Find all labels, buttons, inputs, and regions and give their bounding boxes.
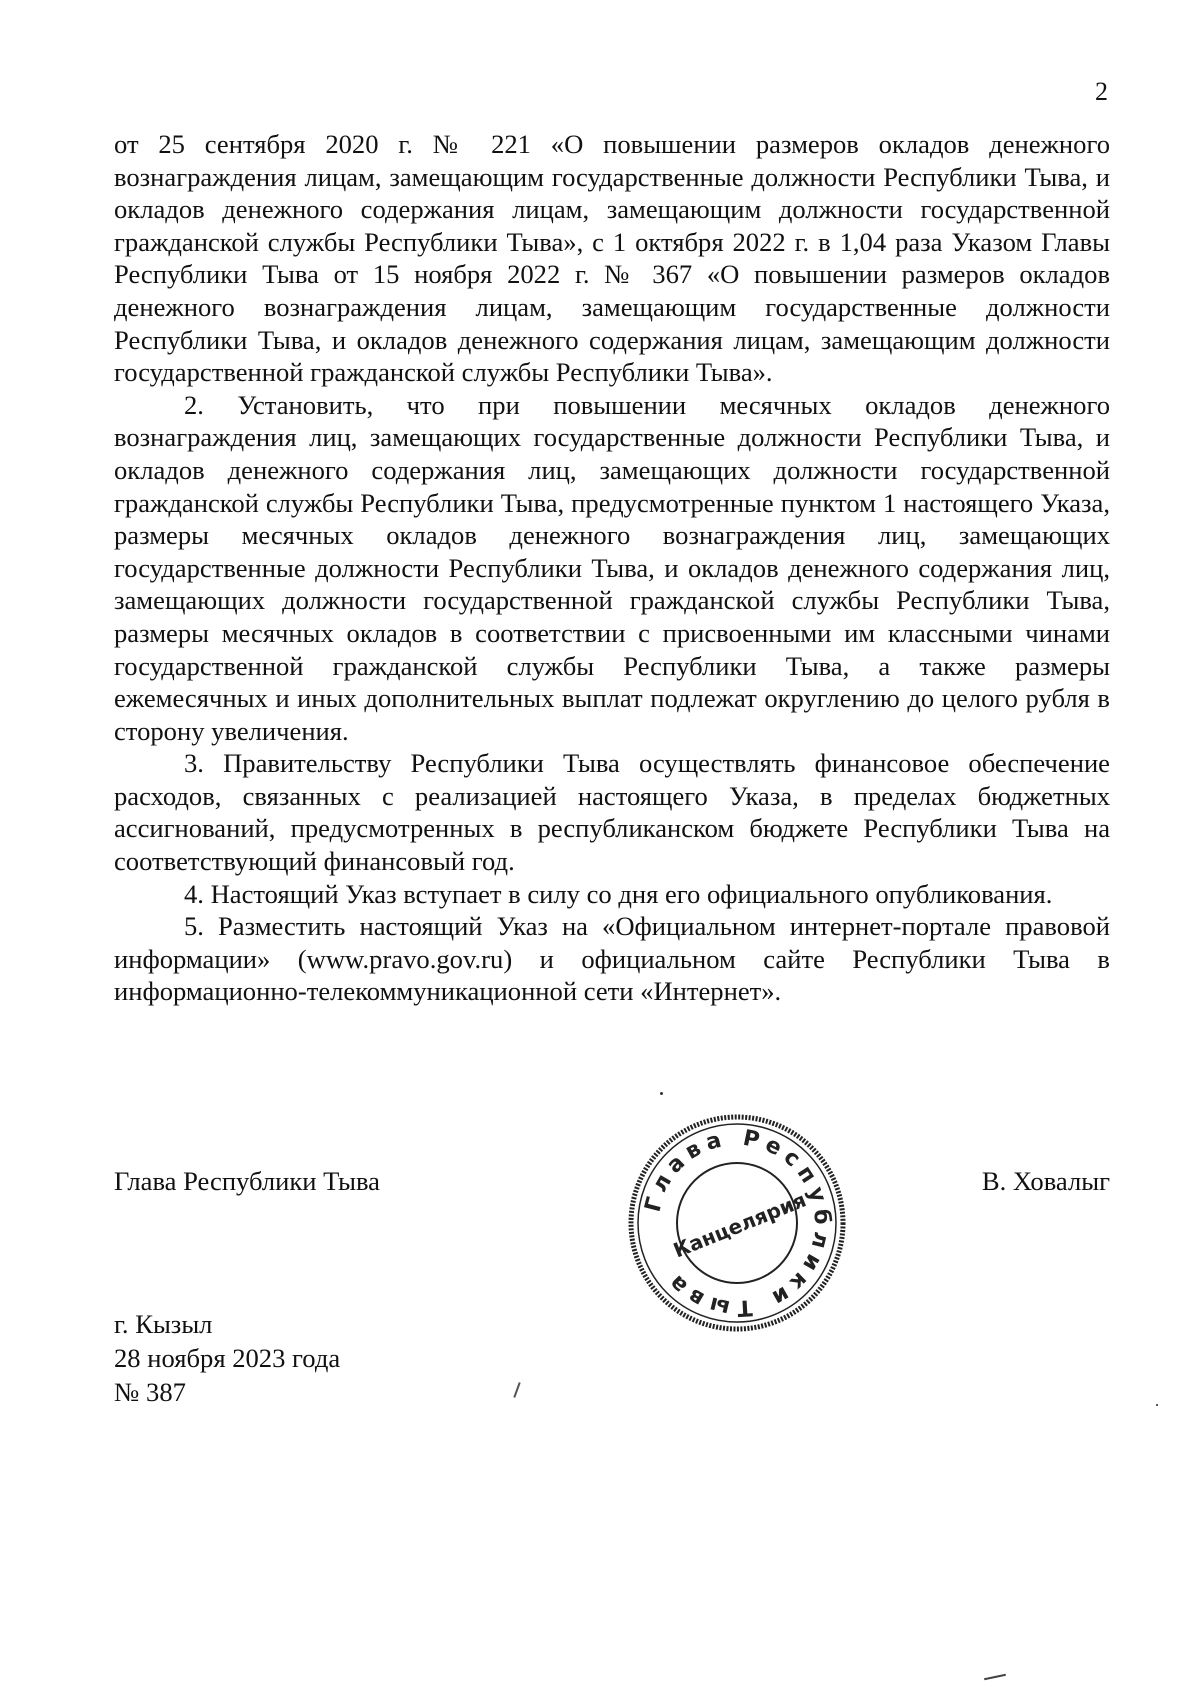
issue-details: [114, 1307, 340, 1409]
paragraph-item-2: 2. Установить, что при повышении месячных окладов денежного вознаграждения лиц, замещающих государственные должности Республики Тыва, и окладов денежного содержания лиц, замещающих должности государственной гражданской службы Республики Тыва, предусмотренные пунктом 1 настоящего Указа, размеры месячных окладов денежного вознаграждения лиц, замещающих государственные должности Республики Тыва, и окладов денежного содержания лиц, замещающих должности государственной гражданской службы Республики Тыва, размеры месячных окладов в соответствии с присвоенными им классными чинами государственной гражданской службы Республики Тыва, а также размеры ежемесячных и иных дополнительных выплат подлежат округлению до целого рубля в сторону увеличения.: [114, 389, 1110, 746]
signature-title: Глава Республики Тыва: [114, 1166, 380, 1196]
scan-speck: [984, 1674, 1006, 1681]
stamp-seal-graphic: [622, 1108, 852, 1338]
paragraph-continuation: от 25 сентября 2020 г. № 221 «О повышении размеров окладов денежного вознаграждения лицам, замещающим государственные должности Республики Тыва, и окладов денежного содержания лицам, замещающим должности государственной гражданской службы Республики Тыва», с 1 октября 2022 г. в 1,04 раза Указом Главы Республики Тыва от 15 ноября 2022 г. № 367 «О повышении размеров окладов денежного вознаграждения лицам, замещающим государственные должности Республики Тыва, и окладов денежного содержания лицам, замещающим должности государственной гражданской службы Республики Тыва».: [114, 129, 1110, 388]
stamp-ring-text: Глава Республики Тыва: [640, 1125, 835, 1321]
scan-speck: [513, 1382, 520, 1398]
signature-block: [114, 1164, 1110, 1204]
issue-number: № 387: [114, 1377, 186, 1407]
official-stamp: [622, 1108, 852, 1338]
issue-date: 28 ноября 2023 года: [114, 1343, 341, 1373]
stamp-center-text: Канцелярия: [669, 1187, 810, 1263]
paragraph-item-4: 4. Настоящий Указ вступает в силу со дня его официального опубликования.: [184, 878, 1053, 909]
document-body: [114, 128, 1110, 1008]
scan-speck: [1156, 1404, 1158, 1406]
signature-name: В. Ховалыг: [981, 1166, 1110, 1196]
page-number: 2: [1095, 77, 1108, 106]
scan-speck: [660, 1092, 663, 1095]
paragraph-item-5: 5. Разместить настоящий Указ на «Официальном интернет-портале правовой информации» (www.pravo.gov.ru) и официальном сайте Республики Тыва в информационно-телекоммуникационной сети «Интернет».: [114, 911, 1110, 1007]
paragraph-item-3: 3. Правительству Республики Тыва осуществлять финансовое обеспечение расходов, связанных с реализацией настоящего Указа, в пределах бюджетных ассигнований, предусмотренных в республиканском бюджете Республики Тыва на соответствующий финансовый год.: [114, 748, 1110, 877]
issue-place: г. Кызыл: [114, 1309, 213, 1339]
